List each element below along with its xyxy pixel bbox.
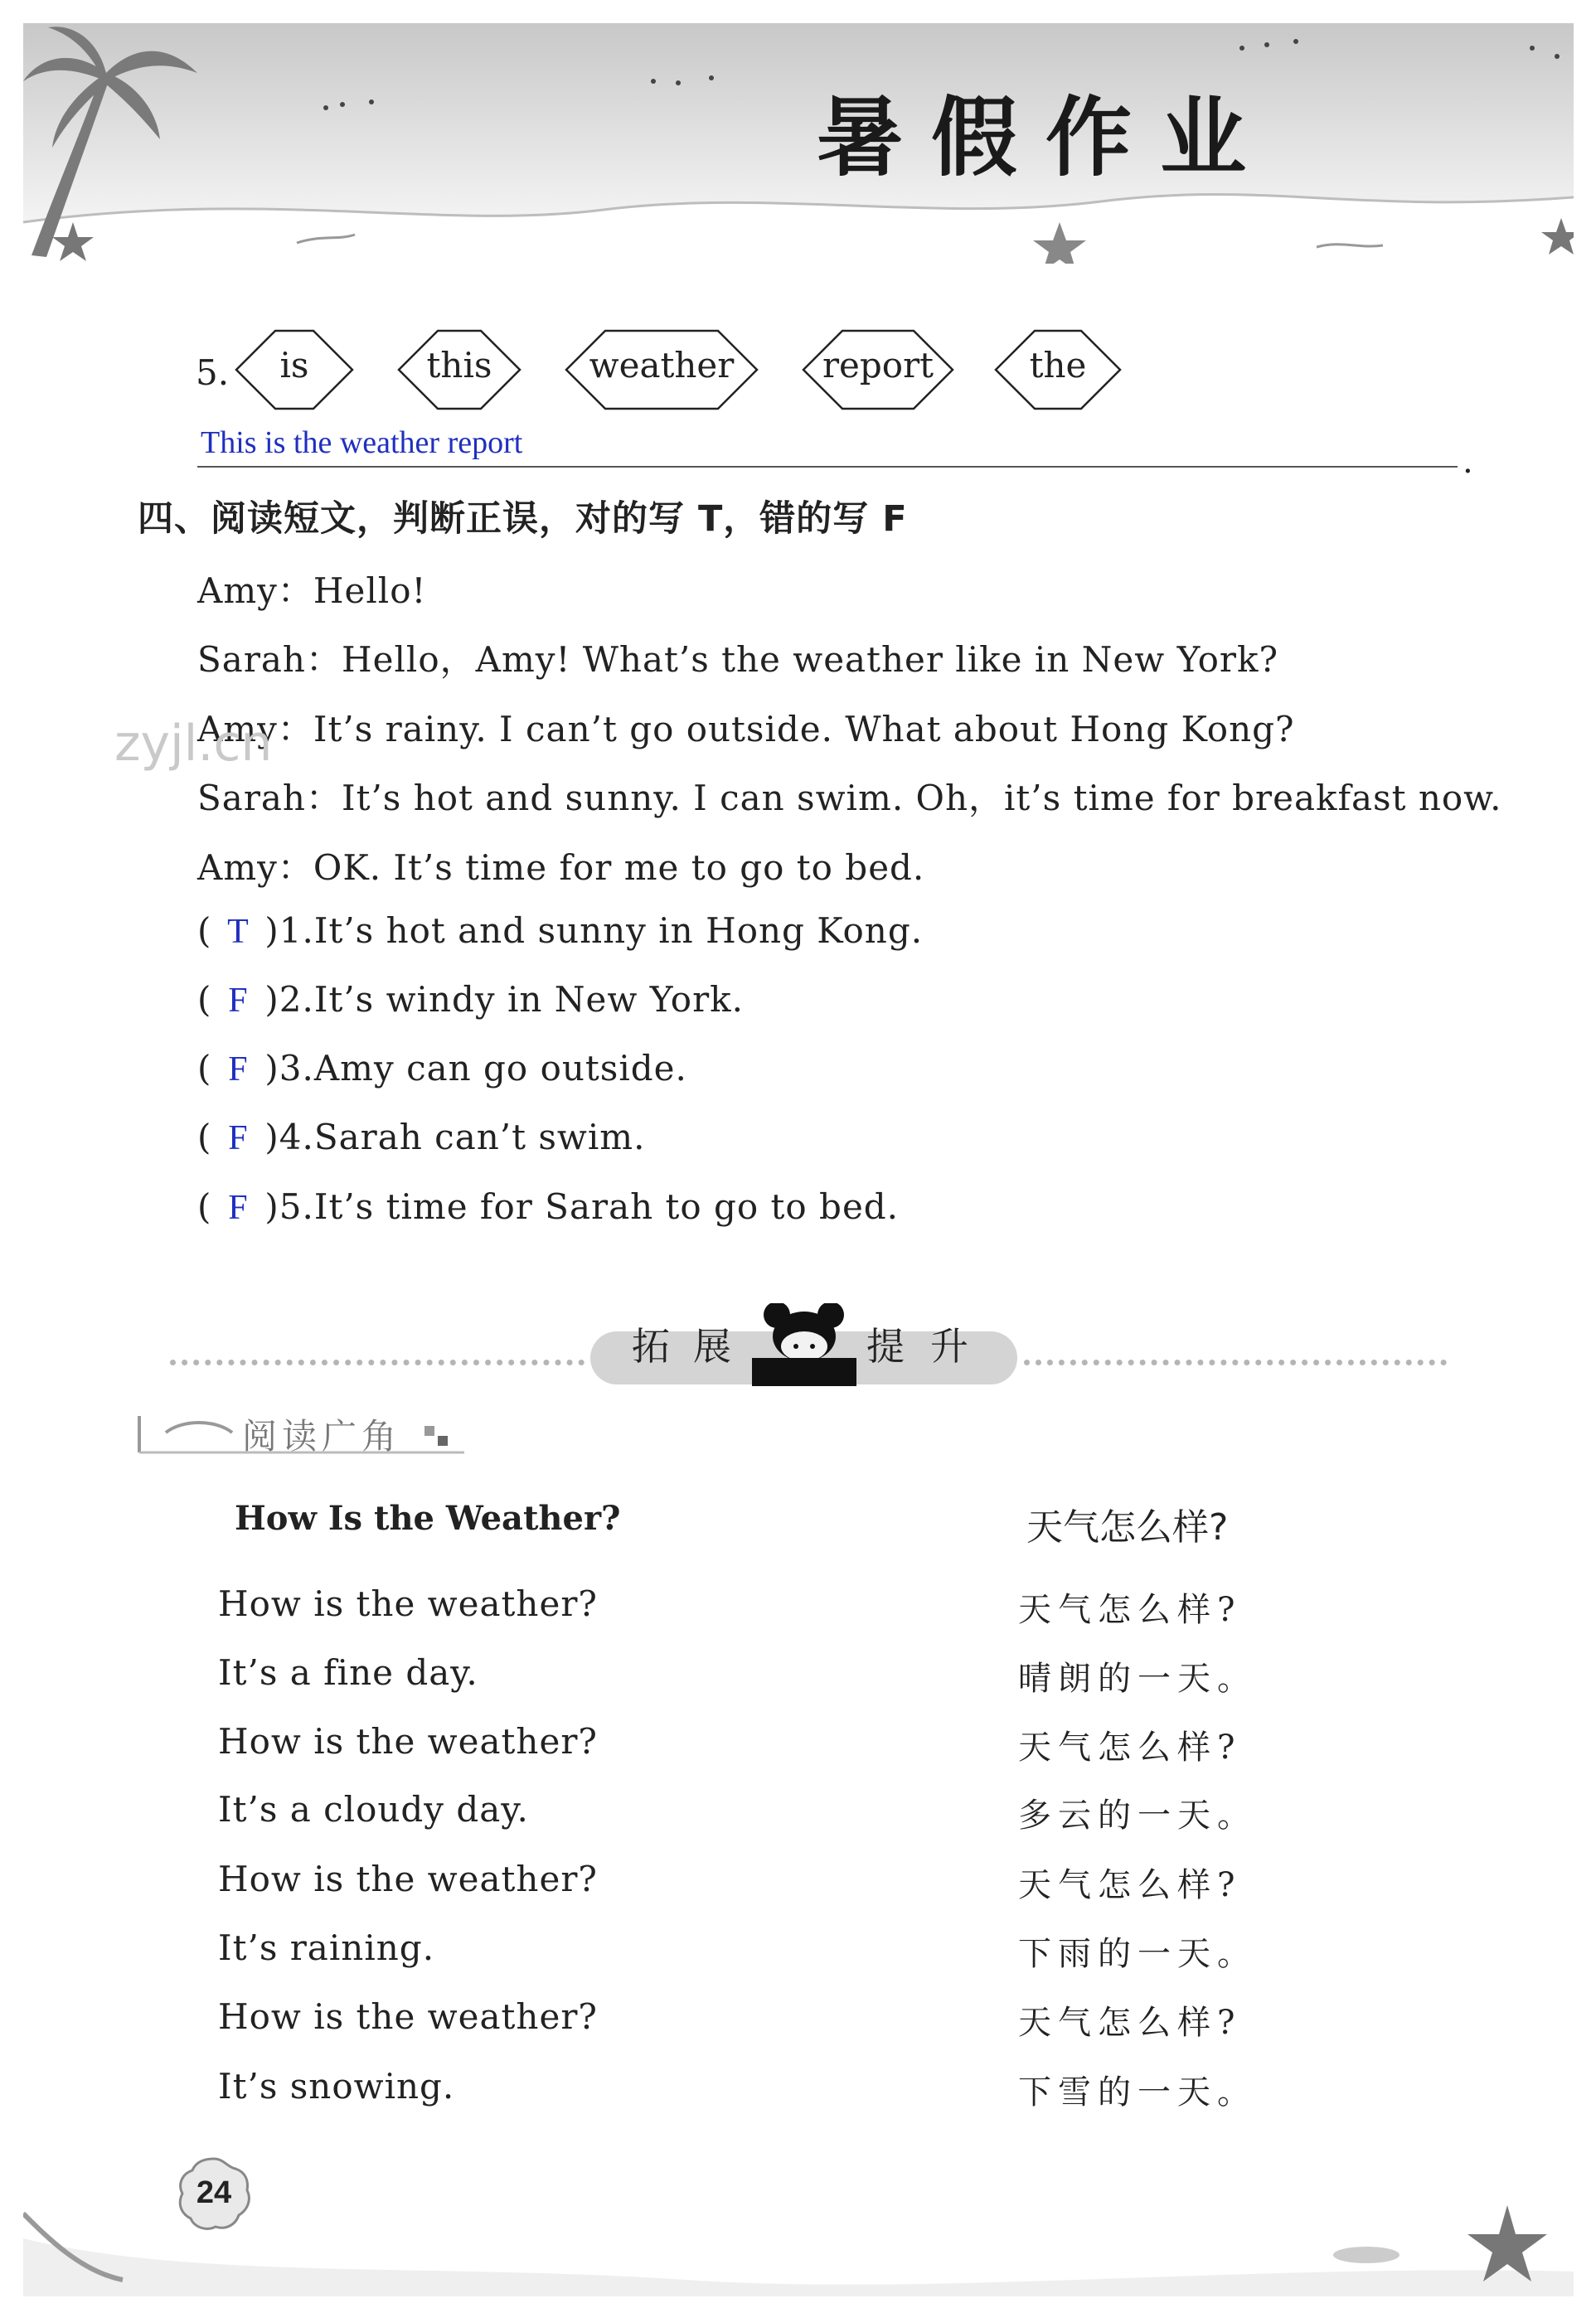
poem-english-line: How is the weather? <box>218 1721 598 1762</box>
dialogue-line: Amy：Hello! <box>197 570 427 611</box>
poem-chinese-line: 天气怎么样? <box>1018 1591 1242 1629</box>
page-title: 暑假作业 <box>817 86 1275 188</box>
poem-english-line: How is the weather? <box>218 1583 598 1624</box>
dialogue-line: Sarah：Hello，Amy! What’s the weather like in New York? <box>197 639 1278 680</box>
true-false-item <box>197 910 923 952</box>
word-card-text: weather <box>589 345 735 385</box>
question-number: 5. <box>196 352 230 393</box>
poem-english-title: How Is the Weather? <box>235 1499 621 1538</box>
poem-english-line: It’s a fine day. <box>218 1652 478 1693</box>
watermark: zyjl.cn <box>114 715 273 773</box>
answer-line <box>197 466 1458 468</box>
word-card <box>396 328 522 411</box>
word-card <box>993 328 1123 411</box>
open-paren: ( <box>197 910 212 951</box>
dotted-divider <box>1024 1360 1447 1365</box>
extension-label: 提 <box>866 1324 905 1369</box>
word-card-text: the <box>1029 345 1087 385</box>
word-card <box>801 328 955 411</box>
extension-label: 展 <box>693 1324 731 1369</box>
word-card <box>234 328 355 411</box>
dotted-divider <box>170 1360 585 1365</box>
poem-chinese-title: 天气怎么样? <box>1026 1506 1229 1549</box>
word-card-text: this <box>426 345 492 385</box>
open-paren: ( <box>197 1117 212 1157</box>
page-number: 24 <box>196 2175 232 2210</box>
true-false-item <box>197 1186 899 1228</box>
poem-chinese-line: 下雨的一天。 <box>1018 1935 1257 1973</box>
tf-statement: )5.It’s time for Sarah to go to bed. <box>264 1186 900 1227</box>
dialogue-line: Sarah：It’s hot and sunny. I can swim. Oh，it’s time for breakfast now. <box>197 778 1502 818</box>
answer-end-punctuation: . <box>1463 443 1473 481</box>
tf-statement: )3.Amy can go outside. <box>264 1048 687 1089</box>
tf-answer: F <box>228 1050 249 1089</box>
extension-banner <box>590 1303 1017 1386</box>
tf-answer: F <box>228 1189 249 1227</box>
poem-chinese-line: 天气怎么样? <box>1018 1866 1242 1904</box>
poem-english-line: How is the weather? <box>218 1996 598 2037</box>
poem-english-line: It’s raining. <box>218 1927 435 1968</box>
tf-answer: F <box>228 982 249 1020</box>
poem-chinese-line: 天气怎么样? <box>1018 2004 1242 2042</box>
poem-english-line: It’s a cloudy day. <box>218 1789 529 1830</box>
open-paren: ( <box>197 979 212 1020</box>
tf-answer: F <box>228 1119 249 1157</box>
poem-chinese-line: 多云的一天。 <box>1018 1796 1257 1835</box>
tf-statement: )2.It’s windy in New York. <box>264 979 744 1020</box>
page-footer-decoration <box>23 2155 1574 2296</box>
open-paren: ( <box>197 1048 212 1089</box>
page-number-badge <box>176 2155 252 2232</box>
dialogue-line: Amy：It’s rainy. I can’t go outside. What about Hong Kong? <box>197 709 1295 749</box>
page-header-banner <box>23 23 1574 264</box>
handwritten-answer: This is the weather report <box>201 425 523 460</box>
word-card <box>564 328 759 411</box>
open-paren: ( <box>197 1186 212 1227</box>
poem-english-line: How is the weather? <box>218 1859 598 1899</box>
reading-corner-title: 阅读广角 <box>242 1416 402 1457</box>
true-false-item <box>197 1048 687 1089</box>
true-false-item <box>197 979 744 1021</box>
tf-statement: )4.Sarah can’t swim. <box>264 1117 646 1157</box>
extension-label: 拓 <box>632 1324 670 1369</box>
poem-chinese-line: 下雪的一天。 <box>1018 2073 1257 2112</box>
true-false-item <box>197 1117 645 1158</box>
word-card-text: report <box>822 345 934 385</box>
poem-chinese-line: 晴朗的一天。 <box>1018 1660 1257 1698</box>
tf-statement: )1.It’s hot and sunny in Hong Kong. <box>264 910 924 951</box>
poem-english-line: It’s snowing. <box>218 2066 455 2107</box>
tf-answer: T <box>227 913 250 951</box>
word-card-text: is <box>279 345 309 385</box>
section-heading: 四、阅读短文，判断正误，对的写 T，错的写 F <box>138 498 908 540</box>
dialogue-line: Amy：OK. It’s time for me to go to bed. <box>197 847 925 888</box>
poem-chinese-line: 天气怎么样? <box>1018 1729 1242 1767</box>
extension-label: 升 <box>930 1324 968 1369</box>
